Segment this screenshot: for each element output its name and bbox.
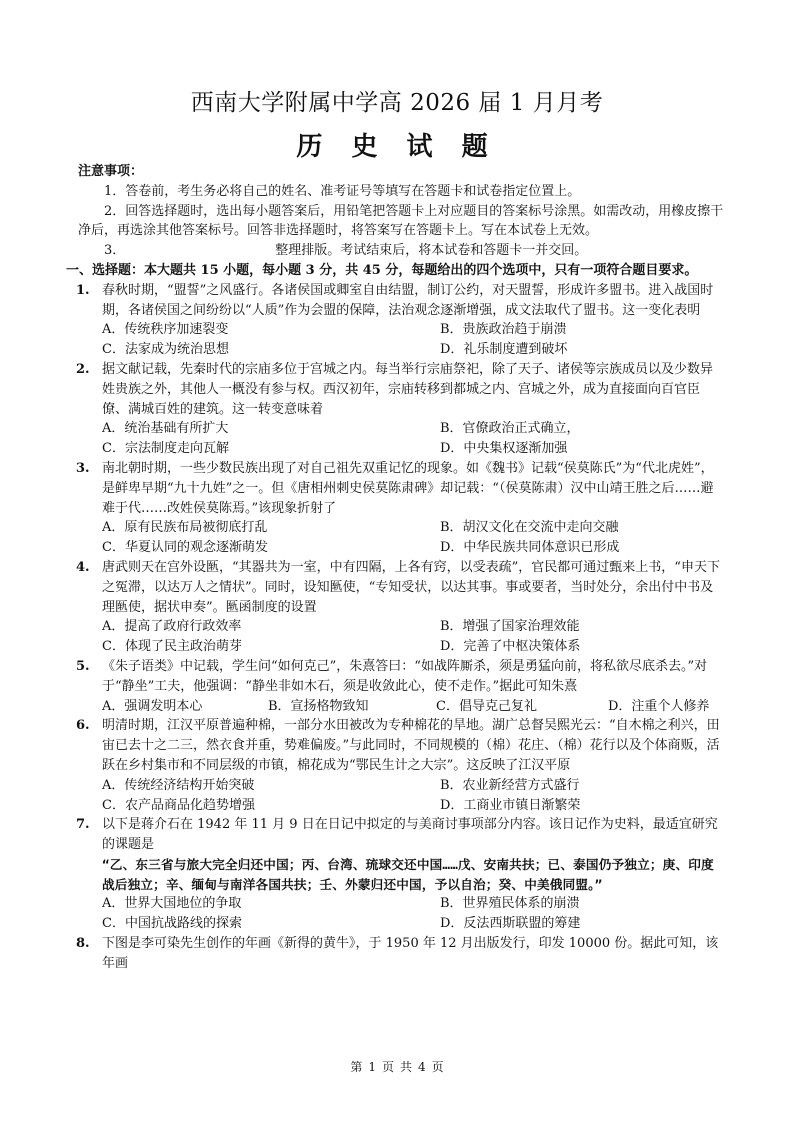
footer-di: 第 xyxy=(350,1060,363,1074)
option-d: D．注重个人修养 xyxy=(608,698,710,714)
question-3-options xyxy=(78,518,724,558)
question-1-options xyxy=(78,320,724,360)
option-d: D．中央集权逐渐加强 xyxy=(440,441,568,457)
option-d: D．中华民族共同体意识已形成 xyxy=(440,540,620,556)
question-stem: 唐武则天在宫外设匦，“其器共为一室，中有四隔，上各有窍，以受表疏”，官民都可通过甄来上书，“申天下之冤滞，以达万人之情状”。同时，设知匦使，“专知受状，以达其事。事或要者，当时处分，余出付中书及理匦使，据状申奏”。匦函制度的设置 xyxy=(102,559,720,615)
notice-heading: 注意事项： xyxy=(78,164,144,179)
option-b: B．胡汉文化在交流中走向交融 xyxy=(440,520,619,536)
notice-item-3 xyxy=(78,241,724,261)
option-b: B．官僚政治正式确立， xyxy=(440,421,580,437)
option-b: B．世界殖民体系的崩溃 xyxy=(440,896,580,912)
question-stem: 《朱子语类》中记载，学生问“如何克己”，朱熹答曰：“如战阵厮杀，须是勇猛向前，将私欲尽底杀去。”对于“静坐”工夫，他强调：“静坐非如木石，须是收敛此心，使不走作。”据此可知朱熹 xyxy=(102,658,708,694)
question-number: 1. xyxy=(76,282,90,298)
footer-page-number: 1 xyxy=(368,1060,376,1074)
exam-content xyxy=(66,162,724,974)
option-a: A．传统秩序加速裂变 xyxy=(102,322,229,338)
option-d: D．完善了中枢决策体系 xyxy=(440,639,581,655)
option-c: C．体现了民主政治萌芽 xyxy=(102,639,242,655)
option-c: C．华夏认同的观念逐渐萌发 xyxy=(102,540,268,556)
question-number: 4. xyxy=(76,559,90,575)
exam-subtitle: 历 史 试 题 xyxy=(296,132,498,162)
question-number: 8. xyxy=(76,936,90,952)
section-heading: 一、选择题：本大题共 15 小题，每小题 3 分，共 45 分，每题给出的四个选项中，只有一项符合题目要求。 xyxy=(66,262,698,278)
question-number: 6. xyxy=(76,718,90,734)
question-4 xyxy=(78,558,724,617)
footer-ye: 页 xyxy=(381,1060,394,1074)
question-number: 7. xyxy=(76,817,90,833)
page-footer xyxy=(0,1058,794,1075)
option-a: A．传统经济结构开始突破 xyxy=(102,777,255,793)
option-c: C．宗法制度走向瓦解 xyxy=(102,441,229,457)
option-b: B．宣扬格物致知 xyxy=(268,698,369,714)
question-8 xyxy=(78,934,724,974)
option-b: B．贵族政治趋于崩溃 xyxy=(440,322,567,338)
option-d: D．礼乐制度遭到破坏 xyxy=(440,342,568,358)
question-7-options xyxy=(78,894,724,934)
option-a: A．提高了政府行政效率 xyxy=(102,619,242,635)
question-number: 5. xyxy=(76,658,90,674)
question-6-options xyxy=(78,776,724,816)
question-3 xyxy=(78,459,724,518)
question-number: 3. xyxy=(76,460,90,476)
question-stem: 南北朝时期，一些少数民族出现了对自己祖先双重记忆的现象。如《魏书》记载“侯莫陈氏”为“代北虎姓”，是鲜卑早期“九十九姓”之一。但《唐相州刺史侯莫陈肃碑》却记载：“（侯莫陈肃）汉中山靖王胜之后……避难于代……改姓侯莫陈焉。”该现象折射了 xyxy=(102,460,714,516)
notice-item-2: 2．回答选择题时，选出每小题答案后，用铅笔把答题卡上对应题目的答案标号涂黑。如需改动，用橡皮擦干净后，再选涂其他答案标号。回答非选择题时，将答案写在答题卡上。写在本试卷上无效。 xyxy=(78,203,724,239)
question-2-options xyxy=(78,419,724,459)
option-c: C．中国抗战路线的探索 xyxy=(102,916,242,932)
option-d: D．工商业市镇日渐繁荣 xyxy=(440,797,581,813)
question-4-options xyxy=(78,617,724,657)
footer-ye2: 页 xyxy=(431,1060,444,1074)
notice-item-1: 1．答卷前，考生务必将自己的姓名、准考证号等填写在答题卡和试卷指定位置上。 xyxy=(104,183,581,199)
option-b: B．增强了国家治理效能 xyxy=(440,619,580,635)
option-c: C．倡导克己复礼 xyxy=(436,698,537,714)
footer-total-pages: 4 xyxy=(418,1060,426,1074)
question-stem: 以下是蒋介石在 1942 年 11 月 9 日在日记中拟定的与美商讨事项部分内容。该日记作为史料，最适宜研究的课题是 xyxy=(102,817,718,853)
question-number: 2. xyxy=(76,361,90,377)
notice-item-3-text: 整理排版。考试结束后，将本试卷和答题卡一并交回。 xyxy=(275,243,588,259)
question-stem: 据文献记载，先秦时代的宗庙多位于宫城之内。每当举行宗庙祭祀，除了天子、诸侯等宗族成员以及少数异姓贵族之外，其他人一概没有参与权。西汉初年，宗庙转移到都城之内、宫城之外，成为直接面向百官臣僚、满城百姓的建筑。这一转变意味着 xyxy=(102,361,714,417)
question-6 xyxy=(78,716,724,775)
exam-title: 西南大学附属中学高 2026 届 1 月月考 xyxy=(190,90,604,116)
option-d: D．反法西斯联盟的筹建 xyxy=(440,916,581,932)
question-5-options xyxy=(78,697,724,717)
option-c: C．农产品商品化趋势增强 xyxy=(102,797,255,813)
question-1 xyxy=(78,281,724,321)
question-5 xyxy=(78,657,724,697)
option-a: A．统治基础有所扩大 xyxy=(102,421,229,437)
footer-gong: 共 xyxy=(400,1060,413,1074)
question-stem: 明清时期，江汉平原普遍种棉，一部分水田被改为专种棉花的旱地。湖广总督吴熙光云：“自木棉之利兴，田宙已去十之二三，然衣食并重，势难偏废。”与此同时，不同规模的（棉）花庄、（棉）花行以及个体商贩，活跃在乡村集市和不同层级的市镇，棉花成为“鄂民生计之大宗”。这反映了江汉平原 xyxy=(102,718,720,773)
question-stem: 下图是李可染先生创作的年画《新得的黄牛》，于 1950 年 12 月出版发行，印发 10000 份。据此可知，该年画 xyxy=(102,936,719,971)
option-c: C．法家成为统治思想 xyxy=(102,342,229,358)
notice-item-3-num: 3． xyxy=(104,243,126,259)
diary-quote: “乙、东三省与旅大完全归还中国；丙、台湾、琉球交还中国……戊、安南共扶；已、泰国仍予独立；庚、印度战后独立；辛、缅甸与南洋各国共扶；壬、外蒙归还中国，予以自治；癸、中美俄同盟。” xyxy=(102,856,714,892)
option-a: A．强调发明本心 xyxy=(102,698,203,714)
question-2 xyxy=(78,360,724,419)
option-a: A．原有民族布局被彻底打乱 xyxy=(102,520,268,536)
option-a: A．世界大国地位的争取 xyxy=(102,896,242,912)
question-7 xyxy=(78,815,724,855)
question-stem: 春秋时期，“盟誓”之风盛行。各诸侯国或卿室自由结盟，制订公约，对天盟誓，形成许多盟书。进入战国时期，各诸侯国之间纷纷以“人质”作为会盟的保障，法治观念逐渐增强，成文法取代了盟书。这一变化表明 xyxy=(102,282,714,318)
option-b: B．农业新经营方式盛行 xyxy=(440,777,580,793)
